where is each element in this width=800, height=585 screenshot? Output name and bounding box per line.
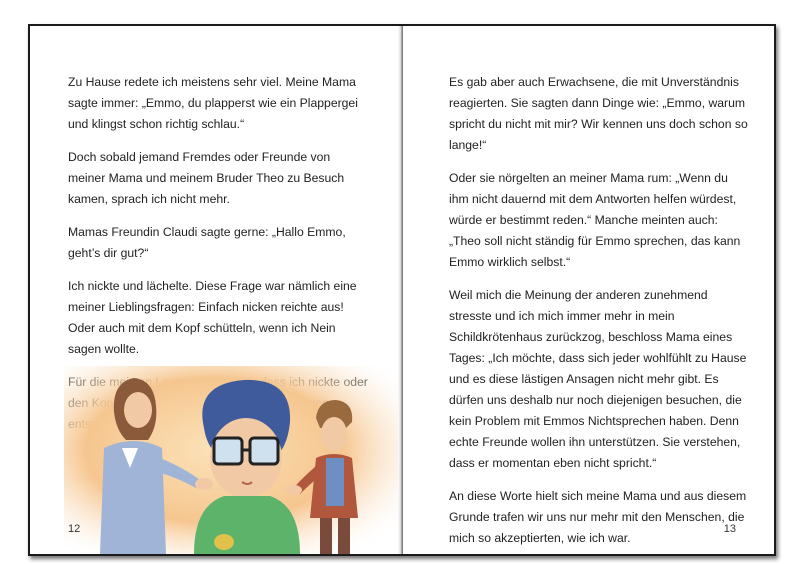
paragraph: Ich nickte und lächelte. Diese Frage war nämlich eine meiner Lieblingsfragen: Einfach nicken reichte aus! Oder auch mit dem Kopf schütteln, wenn ich Nein sagen wollte.	[68, 279, 357, 356]
right-page-text	[449, 72, 749, 554]
paragraph: Oder sie nörgelten an meiner Mama rum: „Wenn du ihm nicht dauernd mit dem Antworten helfen würdest, würde er bestimmt reden.“ Manche meinten auch: „Theo soll nicht ständig für Emmo sprechen, das kann Emmo wirklich selbst.“	[449, 171, 741, 269]
page-number: 12	[68, 523, 81, 535]
paragraph: Zu Hause redete ich meistens sehr viel. Meine Mama sagte immer: „Emmo, du plapperst wie ein Plappergei und klingst schon richtig schlau.“	[68, 75, 358, 131]
right-page	[403, 26, 774, 554]
paragraph: Doch sobald jemand Fremdes oder Freunde von meiner Mama und meinem Bruder Theo zu Besuch kamen, sprach ich nicht mehr.	[68, 150, 345, 206]
illustration	[64, 366, 398, 554]
paragraph: Weil mich die Meinung der anderen zunehmend stresste und ich mich immer mehr in mein Schildkrötenhaus zurückzog, beschloss Mama eines Tages: „Ich möchte, dass sich jeder wohlfühlt zu Hause und es diese lästigen Ansagen nicht mehr gibt. Es dürfen uns deshalb nur noch diejenigen besuchen, die kein Problem mit Emmos Nichtsprechen haben. Denn echte Freunde wollen ihn unterstützen. Sie verstehen, dass er momentan eben nicht spricht.“	[449, 288, 747, 470]
page-number: 13	[723, 523, 736, 535]
left-page	[30, 26, 401, 554]
paragraph: An diese Worte hielt sich meine Mama und aus diesem Grunde trafen wir uns nur mehr mit den Menschen, die mich so akzeptierten, wie ich war.	[449, 489, 747, 545]
paragraph: Es gab aber auch Erwachsene, die mit Unverständnis reagierten. Sie sagten dann Dinge wie: „Emmo, warum spricht du nicht mit mir? Wir kennen uns doch schon so lange!“	[449, 75, 748, 152]
open-book	[28, 24, 776, 556]
paragraph: Mamas Freundin Claudi sagte gerne: „Hallo Emmo, geht’s dir gut?“	[68, 225, 346, 260]
